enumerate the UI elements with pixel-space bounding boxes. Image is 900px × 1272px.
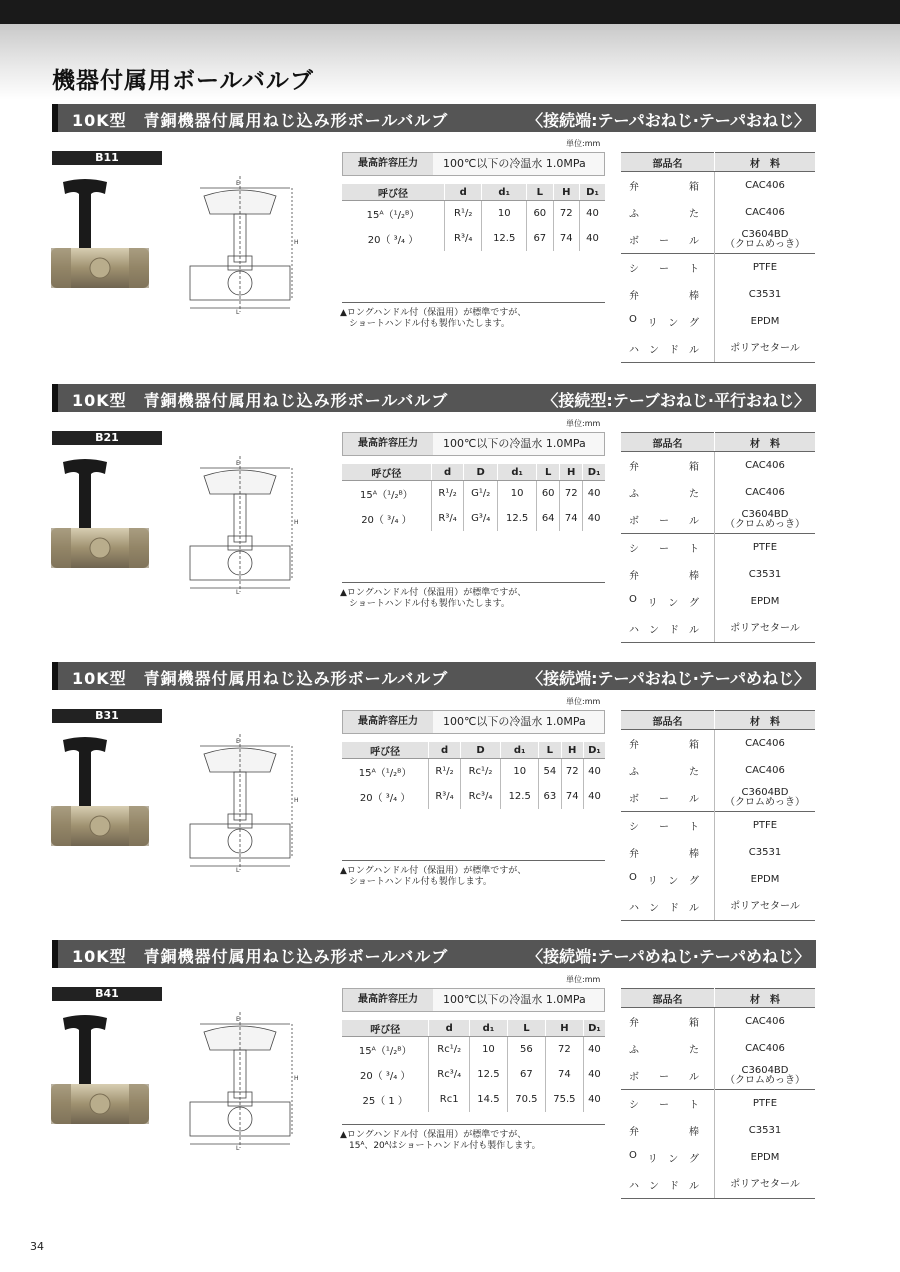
- valve-body-icon: [51, 806, 149, 846]
- dim-l-label: L: [236, 589, 240, 594]
- model-code-badge: B41: [52, 987, 162, 1001]
- dim-h-label: H: [294, 519, 299, 526]
- material-value: EPDM: [715, 866, 816, 893]
- column-header: d: [431, 464, 463, 481]
- part-name: 弁 箱: [629, 740, 699, 751]
- material-value: CAC406: [715, 1008, 816, 1036]
- table-cell: 56: [507, 1037, 545, 1063]
- material-value: PTFE: [715, 534, 816, 562]
- column-header: d₁: [501, 742, 539, 759]
- table-cell: 75.5: [545, 1087, 583, 1112]
- table-cell: Rc¹/₂: [429, 1037, 470, 1063]
- column-header: 呼び径: [342, 742, 429, 759]
- pressure-value: 100℃以下の冷温水 1.0MPa: [443, 715, 586, 728]
- table-cell: 10: [498, 481, 537, 507]
- pressure-value: 100℃以下の冷温水 1.0MPa: [443, 437, 586, 450]
- table-cell: 15ᴬ（¹/₂ᴮ）: [358, 768, 412, 779]
- part-name: ボ ー ル: [629, 516, 699, 527]
- column-header: d₁: [498, 464, 537, 481]
- dimension-header-row: [342, 1020, 605, 1037]
- materials-header-part: 部品名: [621, 433, 715, 452]
- pressure-value: 100℃以下の冷温水 1.0MPa: [443, 157, 586, 170]
- table-row: [342, 759, 605, 785]
- materials-row: [621, 561, 815, 588]
- section-title: 10K型 青銅機器付属用ねじ込み形ボールバルブ: [72, 391, 449, 410]
- material-value: C3531: [715, 1117, 816, 1144]
- part-name: シ ー ト: [621, 1090, 715, 1118]
- part-name: ふ た: [629, 489, 699, 500]
- section-connection: 〈接続端:テーパおねじ·テーパめねじ〉: [527, 669, 810, 688]
- table-row: [342, 506, 605, 531]
- material-value: EPDM: [715, 308, 816, 335]
- table-bottom-rule: [342, 531, 605, 583]
- material-value: C3604BD （クロムめっき）: [715, 506, 816, 534]
- column-header: D: [464, 464, 498, 481]
- unit-label: 単位:mm: [566, 697, 601, 706]
- valve-photo: [45, 732, 155, 862]
- column-header: H: [545, 1020, 583, 1037]
- dimension-header-row: [342, 464, 605, 481]
- section-title: 10K型 青銅機器付属用ねじ込み形ボールバルブ: [72, 947, 449, 966]
- table-cell: 15ᴬ（¹/₂ᴮ）: [358, 1046, 412, 1057]
- part-name: ボ ー ル: [629, 1072, 699, 1083]
- table-cell: R³/₄: [431, 506, 463, 531]
- table-cell: Rc¹/₂: [460, 759, 500, 785]
- table-cell: 54: [539, 759, 561, 785]
- table-row: [342, 481, 605, 507]
- table-cell: 72: [561, 759, 583, 785]
- dim-e-label: E: [236, 1016, 240, 1023]
- table-cell: 20（ ³/₄ ）: [367, 235, 419, 246]
- part-name: O リ ン グ: [629, 1150, 699, 1165]
- material-value: C3531: [715, 561, 816, 588]
- column-header: D₁: [583, 1020, 605, 1037]
- material-value: C3604BD （クロムめっき）: [715, 226, 816, 254]
- part-name: 弁 箱: [629, 462, 699, 473]
- table-cell: 40: [583, 1062, 605, 1087]
- table-row: [342, 201, 605, 227]
- dimension-header-row: [342, 742, 605, 759]
- dimension-drawing: [180, 454, 305, 594]
- column-header: D: [460, 742, 500, 759]
- materials-row: [621, 308, 815, 335]
- dimension-table: [342, 184, 605, 303]
- section-connection: 〈接続端:テーパめねじ·テーパめねじ〉: [527, 947, 810, 966]
- handle-icon: [63, 737, 107, 808]
- table-cell: 15ᴬ（¹/₂ᴮ）: [360, 490, 413, 501]
- table-cell: 67: [507, 1062, 545, 1087]
- materials-row: [621, 479, 815, 506]
- table-cell: 12.5: [469, 1062, 507, 1087]
- materials-row: [621, 1008, 815, 1036]
- materials-table: [621, 152, 815, 363]
- materials-row: [621, 1144, 815, 1171]
- material-value: CAC406: [715, 452, 816, 480]
- material-value: CAC406: [715, 730, 816, 758]
- pressure-box: [342, 432, 605, 456]
- handle-icon: [63, 459, 107, 530]
- pressure-value: 100℃以下の冷温水 1.0MPa: [443, 993, 586, 1006]
- table-cell: 70.5: [507, 1087, 545, 1112]
- materials-table: [621, 432, 815, 643]
- section-header: [52, 384, 816, 412]
- pressure-label: 最高許容圧力: [343, 989, 433, 1011]
- materials-table: [621, 710, 815, 921]
- valve-section: [0, 940, 900, 1218]
- part-name: ハ ン ド ル: [621, 893, 715, 921]
- materials-row: [621, 812, 815, 840]
- part-name: ハ ン ド ル: [621, 1171, 715, 1199]
- table-cell: 74: [545, 1062, 583, 1087]
- material-value: CAC406: [715, 757, 816, 784]
- table-cell: 64: [537, 506, 560, 531]
- section-connection: 〈接続型:テーブおねじ·平行おねじ〉: [542, 391, 810, 410]
- materials-header-part: 部品名: [621, 989, 715, 1008]
- table-cell: 40: [583, 481, 605, 507]
- table-cell: 40: [579, 226, 605, 251]
- table-cell: 40: [583, 1037, 605, 1063]
- part-name: 弁 棒: [629, 291, 699, 302]
- material-value: CAC406: [715, 1035, 816, 1062]
- table-cell: 40: [579, 201, 605, 227]
- column-header: D₁: [583, 742, 605, 759]
- material-value: ポリアセタール: [715, 615, 816, 643]
- table-cell: 10: [469, 1037, 507, 1063]
- materials-row: [621, 335, 815, 363]
- column-header: D₁: [583, 464, 605, 481]
- dimension-table: [342, 464, 605, 583]
- table-cell: 40: [583, 1087, 605, 1112]
- part-name: 弁 箱: [629, 1018, 699, 1029]
- table-cell: 63: [539, 784, 561, 809]
- materials-header-part: 部品名: [621, 711, 715, 730]
- part-name: ボ ー ル: [629, 794, 699, 805]
- table-cell: R³/₄: [429, 784, 461, 809]
- materials-row: [621, 1117, 815, 1144]
- material-value: CAC406: [715, 479, 816, 506]
- table-cell: 72: [553, 201, 579, 227]
- column-header: d: [429, 742, 461, 759]
- section-title: 10K型 青銅機器付属用ねじ込み形ボールバルブ: [72, 669, 449, 688]
- part-name: シ ー ト: [621, 534, 715, 562]
- table-cell: 74: [561, 784, 583, 809]
- material-value: EPDM: [715, 1144, 816, 1171]
- material-value: PTFE: [715, 254, 816, 282]
- part-name: 弁 棒: [629, 571, 699, 582]
- column-header: L: [539, 742, 561, 759]
- table-cell: 40: [583, 759, 605, 785]
- table-cell: 10: [501, 759, 539, 785]
- dim-e-label: E: [236, 460, 240, 467]
- pressure-label: 最高許容圧力: [343, 153, 433, 175]
- part-name: シ ー ト: [621, 254, 715, 282]
- material-value: EPDM: [715, 588, 816, 615]
- table-cell: R¹/₂: [431, 481, 463, 507]
- materials-row: [621, 1035, 815, 1062]
- dim-h-label: H: [294, 239, 299, 246]
- dim-e-label: E: [236, 180, 240, 187]
- material-value: ポリアセタール: [715, 1171, 816, 1199]
- table-cell: 72: [560, 481, 583, 507]
- table-cell: G³/₄: [464, 506, 498, 531]
- dim-l-label: L: [236, 309, 240, 314]
- materials-row: [621, 1062, 815, 1090]
- table-cell: 74: [553, 226, 579, 251]
- table-cell: 60: [537, 481, 560, 507]
- part-name: O リ ン グ: [629, 594, 699, 609]
- note-text: ▲ロングハンドル付（保温用）が標準ですが、 15ᴬ、20ᴬはショートハンドル付も製作します。: [340, 1130, 541, 1151]
- model-code-badge: B31: [52, 709, 162, 723]
- column-header: 呼び径: [342, 464, 431, 481]
- page-title: 機器付属用ボールバルブ: [52, 68, 314, 94]
- valve-body-icon: [51, 1084, 149, 1124]
- table-cell: 12.5: [498, 506, 537, 531]
- materials-row: [621, 226, 815, 254]
- part-name: ふ た: [629, 767, 699, 778]
- material-value: CAC406: [715, 172, 816, 200]
- page-number: 34: [30, 1240, 44, 1253]
- table-cell: 72: [545, 1037, 583, 1063]
- material-value: ポリアセタール: [715, 893, 816, 921]
- table-row: [342, 784, 605, 809]
- materials-header-material: 材 料: [715, 989, 816, 1008]
- table-cell: R¹/₂: [429, 759, 461, 785]
- material-value: PTFE: [715, 1090, 816, 1118]
- materials-row: [621, 893, 815, 921]
- materials-row: [621, 199, 815, 226]
- valve-photo: [45, 1010, 155, 1140]
- column-header: L: [507, 1020, 545, 1037]
- dim-h-label: H: [294, 1075, 299, 1082]
- materials-row: [621, 730, 815, 758]
- part-name: シ ー ト: [621, 812, 715, 840]
- column-header: H: [560, 464, 583, 481]
- table-cell: R³/₄: [445, 226, 482, 251]
- model-code-badge: B11: [52, 151, 162, 165]
- column-header: 呼び径: [342, 184, 445, 201]
- dim-h-label: H: [294, 797, 299, 804]
- pressure-box: [342, 152, 605, 176]
- section-title: 10K型 青銅機器付属用ねじ込み形ボールバルブ: [72, 111, 449, 130]
- column-header: H: [561, 742, 583, 759]
- materials-row: [621, 534, 815, 562]
- pressure-box: [342, 988, 605, 1012]
- part-name: O リ ン グ: [629, 872, 699, 887]
- part-name: ハ ン ド ル: [621, 335, 715, 363]
- table-cell: 20（ ³/₄ ）: [359, 793, 411, 804]
- table-row: [342, 1087, 605, 1112]
- column-header: L: [527, 184, 553, 201]
- section-header: [52, 940, 816, 968]
- material-value: C3604BD （クロムめっき）: [715, 1062, 816, 1090]
- materials-row: [621, 588, 815, 615]
- unit-label: 単位:mm: [566, 419, 601, 428]
- dimension-drawing: [180, 732, 305, 872]
- table-cell: 20（ ³/₄ ）: [361, 515, 412, 526]
- materials-row: [621, 172, 815, 200]
- material-value: C3531: [715, 839, 816, 866]
- note-text: ▲ロングハンドル付（保温用）が標準ですが、 ショートハンドル付も製作いたします。: [340, 308, 527, 329]
- part-name: ふ た: [629, 209, 699, 220]
- materials-row: [621, 281, 815, 308]
- valve-photo: [45, 454, 155, 584]
- column-header: L: [537, 464, 560, 481]
- table-row: [342, 1062, 605, 1087]
- table-bottom-rule: [342, 809, 605, 861]
- table-cell: 74: [560, 506, 583, 531]
- materials-row: [621, 615, 815, 643]
- dim-l-label: L: [236, 1145, 240, 1150]
- table-row: [342, 226, 605, 251]
- materials-row: [621, 866, 815, 893]
- valve-body-icon: [51, 248, 149, 288]
- valve-section: [0, 104, 900, 382]
- unit-label: 単位:mm: [566, 139, 601, 148]
- column-header: d₁: [469, 1020, 507, 1037]
- part-name: ハ ン ド ル: [621, 615, 715, 643]
- material-value: CAC406: [715, 199, 816, 226]
- part-name: 弁 棒: [629, 1127, 699, 1138]
- table-cell: Rc³/₄: [429, 1062, 470, 1087]
- part-name: 弁 箱: [629, 182, 699, 193]
- table-cell: 12.5: [482, 226, 527, 251]
- materials-header-material: 材 料: [715, 711, 816, 730]
- dimension-drawing: [180, 1010, 305, 1150]
- materials-header-part: 部品名: [621, 153, 715, 172]
- materials-row: [621, 757, 815, 784]
- valve-photo: [45, 174, 155, 304]
- table-bottom-rule: [342, 251, 605, 303]
- material-value: C3531: [715, 281, 816, 308]
- dimension-drawing: [180, 174, 305, 314]
- pressure-box: [342, 710, 605, 734]
- column-header: H: [553, 184, 579, 201]
- part-name: 弁 棒: [629, 849, 699, 860]
- table-cell: 60: [527, 201, 553, 227]
- materials-row: [621, 784, 815, 812]
- handle-icon: [63, 1015, 107, 1086]
- materials-row: [621, 452, 815, 480]
- materials-row: [621, 1090, 815, 1118]
- column-header: D₁: [579, 184, 605, 201]
- dim-l-label: L: [236, 867, 240, 872]
- column-header: d: [445, 184, 482, 201]
- dimension-header-row: [342, 184, 605, 201]
- column-header: d: [429, 1020, 470, 1037]
- top-bar: [0, 0, 900, 24]
- unit-label: 単位:mm: [566, 975, 601, 984]
- pressure-label: 最高許容圧力: [343, 433, 433, 455]
- table-cell: G¹/₂: [464, 481, 498, 507]
- table-cell: 12.5: [501, 784, 539, 809]
- materials-header-material: 材 料: [715, 433, 816, 452]
- handle-icon: [63, 179, 107, 250]
- table-cell: 15ᴬ（¹/₂ᴮ）: [366, 210, 420, 221]
- dimension-table: [342, 742, 605, 861]
- materials-row: [621, 506, 815, 534]
- materials-header-material: 材 料: [715, 153, 816, 172]
- material-value: C3604BD （クロムめっき）: [715, 784, 816, 812]
- note-text: ▲ロングハンドル付（保温用）が標準ですが、 ショートハンドル付も製作いたします。: [340, 588, 527, 609]
- table-cell: 25（ 1 ）: [362, 1096, 408, 1107]
- note-text: ▲ロングハンドル付（保温用）が標準ですが、 ショートハンドル付も製作します。: [340, 866, 527, 887]
- table-cell: 14.5: [469, 1087, 507, 1112]
- table-cell: Rc1: [429, 1087, 470, 1112]
- section-connection: 〈接続端:テーパおねじ·テーパおねじ〉: [527, 111, 810, 130]
- materials-row: [621, 254, 815, 282]
- table-cell: 67: [527, 226, 553, 251]
- part-name: O リ ン グ: [629, 314, 699, 329]
- table-cell: Rc³/₄: [460, 784, 500, 809]
- model-code-badge: B21: [52, 431, 162, 445]
- dimension-table: [342, 1020, 605, 1125]
- column-header: d₁: [482, 184, 527, 201]
- table-cell: R¹/₂: [445, 201, 482, 227]
- dim-e-label: E: [236, 738, 240, 745]
- pressure-label: 最高許容圧力: [343, 711, 433, 733]
- table-cell: 40: [583, 506, 605, 531]
- valve-section: [0, 384, 900, 662]
- table-cell: 10: [482, 201, 527, 227]
- materials-row: [621, 839, 815, 866]
- table-cell: 20（ ³/₄ ）: [359, 1071, 411, 1082]
- part-name: ふ た: [629, 1045, 699, 1056]
- table-bottom-rule: [342, 1112, 605, 1125]
- table-row: [342, 1037, 605, 1063]
- valve-body-icon: [51, 528, 149, 568]
- valve-section: [0, 662, 900, 940]
- materials-table: [621, 988, 815, 1199]
- column-header: 呼び径: [342, 1020, 429, 1037]
- material-value: ポリアセタール: [715, 335, 816, 363]
- material-value: PTFE: [715, 812, 816, 840]
- section-header: [52, 662, 816, 690]
- part-name: ボ ー ル: [629, 236, 699, 247]
- materials-row: [621, 1171, 815, 1199]
- section-header: [52, 104, 816, 132]
- table-cell: 40: [583, 784, 605, 809]
